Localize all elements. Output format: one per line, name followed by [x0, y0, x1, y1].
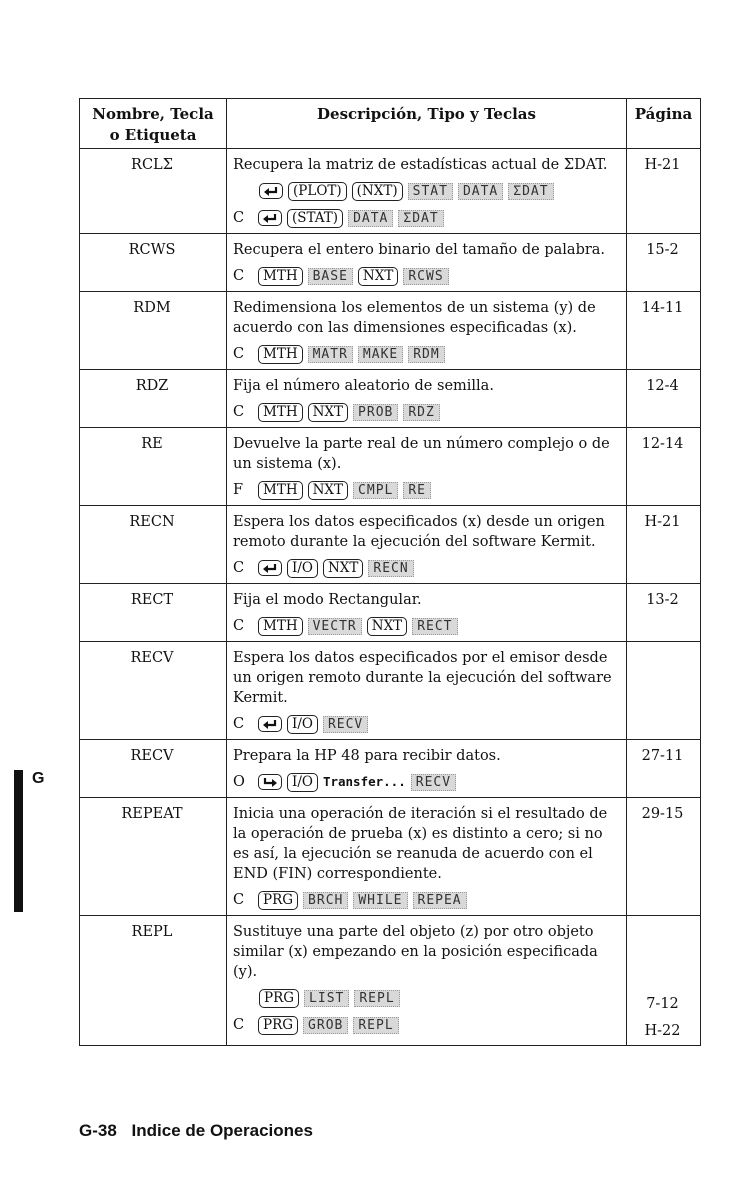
softkey-label: VECTR [308, 618, 362, 635]
left-shift-key [259, 183, 283, 199]
key-sequence [233, 207, 618, 229]
header-description: Descripción, Tipo y Teclas [227, 99, 627, 149]
softkey-label: MATR [308, 346, 353, 363]
key-sequence [233, 265, 618, 287]
op-desc-text: Inicia una operación de iteración si el resultado de la operación de prueba (x) es distinto a cero; si no es así, la ejecución se reanuda de acuerdo con el END (FIN) correspondiente. [233, 806, 608, 882]
softkey-label: BASE [308, 268, 353, 285]
op-desc-text: Redimensiona los elementos de un sistema (y) de acuerdo con las dimensiones especificadas (x). [233, 300, 596, 336]
footer-page-number: G-38 [79, 1121, 117, 1140]
header-name: Nombre, Tecla o Etiqueta [80, 99, 227, 149]
op-description [227, 234, 627, 292]
op-page: 15-2 [627, 234, 701, 292]
softkey-label: WHILE [353, 892, 407, 909]
op-desc-text: Sustituye una parte del objeto (z) por otro objeto similar (x) empezando en la posición especificada (y). [233, 924, 598, 980]
key-label: NXT [367, 617, 407, 636]
op-type: C [233, 716, 245, 732]
op-type: C [233, 268, 245, 284]
softkey-label: CMPL [353, 482, 398, 499]
key-label: MTH [258, 403, 303, 422]
softkey-label: DATA [348, 210, 393, 227]
key-label: PRG [258, 1016, 298, 1035]
op-description [227, 798, 627, 916]
op-description [227, 916, 627, 1046]
softkey-label: DATA [458, 183, 503, 200]
softkey-label: RECV [411, 774, 456, 791]
softkey-label: STAT [408, 183, 453, 200]
op-type: F [233, 482, 244, 498]
key-label: I/O [287, 715, 318, 734]
softkey-label: RDM [408, 346, 444, 363]
op-name: RECT [80, 584, 227, 642]
key-label: I/O [287, 773, 318, 792]
op-name: RECN [80, 506, 227, 584]
op-desc-text: Espera los datos especificados (x) desde un origen remoto durante la ejecución del software Kermit. [233, 514, 605, 550]
table-row [80, 584, 701, 642]
op-description [227, 740, 627, 798]
op-name: RECV [80, 642, 227, 740]
op-description [227, 149, 627, 234]
key-label: I/O [287, 559, 318, 578]
op-type: C [233, 618, 245, 634]
key-sequence [233, 987, 618, 1009]
softkey-label: BRCH [303, 892, 348, 909]
op-page: 27-11 [627, 740, 701, 798]
op-description [227, 428, 627, 506]
key-sequence [233, 771, 618, 793]
op-page [627, 642, 701, 740]
page-footer [79, 1121, 313, 1141]
op-desc-text: Devuelve la parte real de un número complejo o de un sistema (x). [233, 436, 610, 472]
op-page-second: H-22 [644, 1023, 681, 1039]
op-name: RCWS [80, 234, 227, 292]
table-header-row [80, 99, 701, 149]
softkey-label: MAKE [358, 346, 403, 363]
key-sequence [233, 180, 618, 202]
left-shift-key [258, 560, 282, 576]
op-page [627, 916, 701, 1046]
table-row [80, 506, 701, 584]
key-sequence [233, 615, 618, 637]
op-desc-text: Espera los datos especificados por el emisor desde un origen remoto durante la ejecución del software Kermit. [233, 650, 612, 706]
op-page: 14-11 [627, 292, 701, 370]
op-description [227, 584, 627, 642]
softkey-label: RE [403, 482, 431, 499]
softkey-label: RECV [323, 716, 368, 733]
op-desc-text: Fija el número aleatorio de semilla. [233, 378, 494, 394]
section-tab-letter: G [32, 770, 45, 787]
table-row [80, 370, 701, 428]
softkey-label: LIST [304, 990, 349, 1007]
softkey-label: PROB [353, 404, 398, 421]
table-row [80, 740, 701, 798]
table-row [80, 916, 701, 1046]
softkey-label: RCWS [403, 268, 448, 285]
op-name: REPEAT [80, 798, 227, 916]
op-type: C [233, 892, 245, 908]
op-description [227, 506, 627, 584]
table-row [80, 428, 701, 506]
section-tab-bar [14, 770, 23, 912]
key-label: MTH [258, 481, 303, 500]
op-name: RDM [80, 292, 227, 370]
op-page: 13-2 [627, 584, 701, 642]
transfer-label: Transfer... [322, 774, 406, 789]
softkey-label: GROB [303, 1017, 348, 1034]
op-desc-text: Recupera el entero binario del tamaño de palabra. [233, 242, 606, 258]
key-label: (STAT) [287, 209, 343, 228]
table-row [80, 642, 701, 740]
op-type: C [233, 346, 245, 362]
key-label: MTH [258, 617, 303, 636]
header-page: Página [627, 99, 701, 149]
op-desc-text: Prepara la HP 48 para recibir datos. [233, 748, 501, 764]
operations-table [79, 98, 701, 1046]
op-description [227, 370, 627, 428]
table-row [80, 798, 701, 916]
op-name: REPL [80, 916, 227, 1046]
key-sequence [233, 1014, 618, 1036]
op-page: 12-14 [627, 428, 701, 506]
key-sequence [233, 479, 618, 501]
softkey-label: RDZ [403, 404, 439, 421]
op-desc-text: Recupera la matriz de estadísticas actual de ΣDAT. [233, 157, 608, 173]
softkey-label: REPL [354, 990, 399, 1007]
op-name: RDZ [80, 370, 227, 428]
key-label: (PLOT) [288, 182, 347, 201]
op-type: C [233, 1017, 245, 1033]
table-row [80, 292, 701, 370]
key-label: NXT [358, 267, 398, 286]
left-shift-key [258, 716, 282, 732]
key-label: MTH [258, 267, 303, 286]
key-sequence [233, 889, 618, 911]
left-shift-key [258, 210, 282, 226]
key-sequence [233, 343, 618, 365]
op-page: H-21 [627, 506, 701, 584]
op-type: O [233, 774, 245, 790]
key-label: NXT [323, 559, 363, 578]
softkey-label: ΣDAT [508, 183, 553, 200]
op-type: C [233, 404, 245, 420]
softkey-label: REPL [353, 1017, 398, 1034]
key-label: (NXT) [352, 182, 403, 201]
op-name: RCLΣ [80, 149, 227, 234]
op-desc-text: Fija el modo Rectangular. [233, 592, 422, 608]
softkey-label: RECN [368, 560, 413, 577]
key-label: NXT [308, 403, 348, 422]
right-shift-key [258, 774, 282, 790]
key-sequence [233, 401, 618, 423]
op-page-first: 7-12 [646, 996, 679, 1012]
op-name: RE [80, 428, 227, 506]
softkey-label: ΣDAT [398, 210, 443, 227]
op-description [227, 292, 627, 370]
key-label: MTH [258, 345, 303, 364]
op-page: H-21 [627, 149, 701, 234]
table-row [80, 234, 701, 292]
footer-title: Indice de Operaciones [131, 1121, 313, 1140]
softkey-label: REPEA [413, 892, 467, 909]
op-description [227, 642, 627, 740]
op-page: 29-15 [627, 798, 701, 916]
op-type: C [233, 560, 245, 576]
op-page: 12-4 [627, 370, 701, 428]
key-sequence [233, 557, 618, 579]
key-label: PRG [259, 989, 299, 1008]
op-type: C [233, 210, 245, 226]
op-name: RECV [80, 740, 227, 798]
softkey-label: RECT [412, 618, 457, 635]
table-row [80, 149, 701, 234]
key-label: PRG [258, 891, 298, 910]
key-label: NXT [308, 481, 348, 500]
key-sequence [233, 713, 618, 735]
